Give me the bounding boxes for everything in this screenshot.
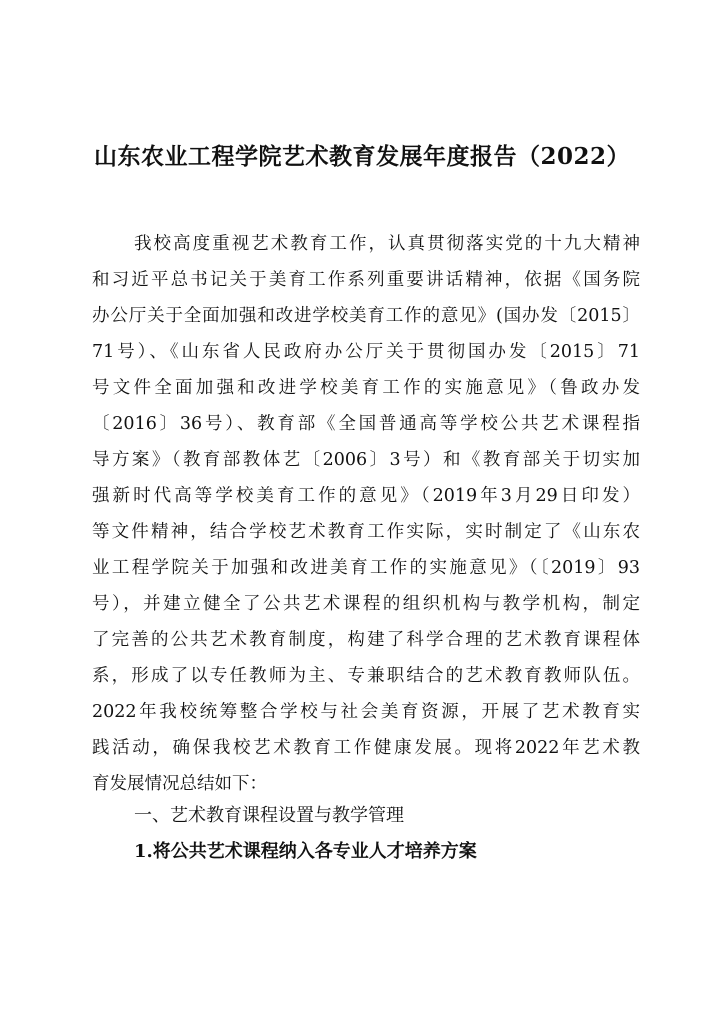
paragraph-line: 业工程学院关于加强和改进美育工作的实施意见》（〔2019〕93	[92, 558, 640, 578]
section-heading: 一、艺术教育课程设置与教学管理	[134, 805, 404, 826]
paragraph-line: 2022年我校统筹整合学校与社会美育资源，开展了艺术教育实	[92, 702, 640, 722]
paragraph-line: 号文件全面加强和改进学校美育工作的实施意见》（鲁政办发	[92, 378, 640, 398]
paragraph-line: 〔2016〕36号）、教育部《全国普通高等学校公共艺术课程指	[92, 414, 640, 434]
paragraph-line: 强新时代高等学校美育工作的意见》（2019年3月29日印发）	[92, 486, 640, 506]
paragraph-line: 我校高度重视艺术教育工作，认真贯彻落实党的十九大精神	[134, 234, 640, 254]
paragraph-line: 71号）、《山东省人民政府办公厅关于贯彻国办发〔2015〕71	[92, 342, 640, 362]
paragraph-line: 号），并建立健全了公共艺术课程的组织机构与教学机构，制定	[92, 594, 640, 614]
paragraph-line: 育发展情况总结如下：	[92, 774, 267, 794]
paragraph-line: 践活动，确保我校艺术教育工作健康发展。现将2022年艺术教	[92, 738, 640, 758]
subsection-heading: 1.将公共艺术课程纳入各专业人才培养方案	[134, 841, 477, 862]
paragraph-line: 等文件精神，结合学校艺术教育工作实际，实时制定了《山东农	[92, 522, 640, 542]
paragraph-line: 办公厅关于全面加强和改进学校美育工作的意见》(国办发〔2015〕	[92, 306, 640, 326]
document-title: 山东农业工程学院艺术教育发展年度报告（2022）	[93, 143, 630, 170]
paragraph-line: 导方案》（教育部教体艺〔2006〕3号）和《教育部关于切实加	[92, 450, 640, 470]
paragraph-line: 了完善的公共艺术教育制度，构建了科学合理的艺术教育课程体	[92, 630, 640, 650]
paragraph-line: 系，形成了以专任教师为主、专兼职结合的艺术教育教师队伍。	[92, 666, 640, 686]
paragraph-line: 和习近平总书记关于美育工作系列重要讲话精神，依据《国务院	[92, 270, 640, 290]
